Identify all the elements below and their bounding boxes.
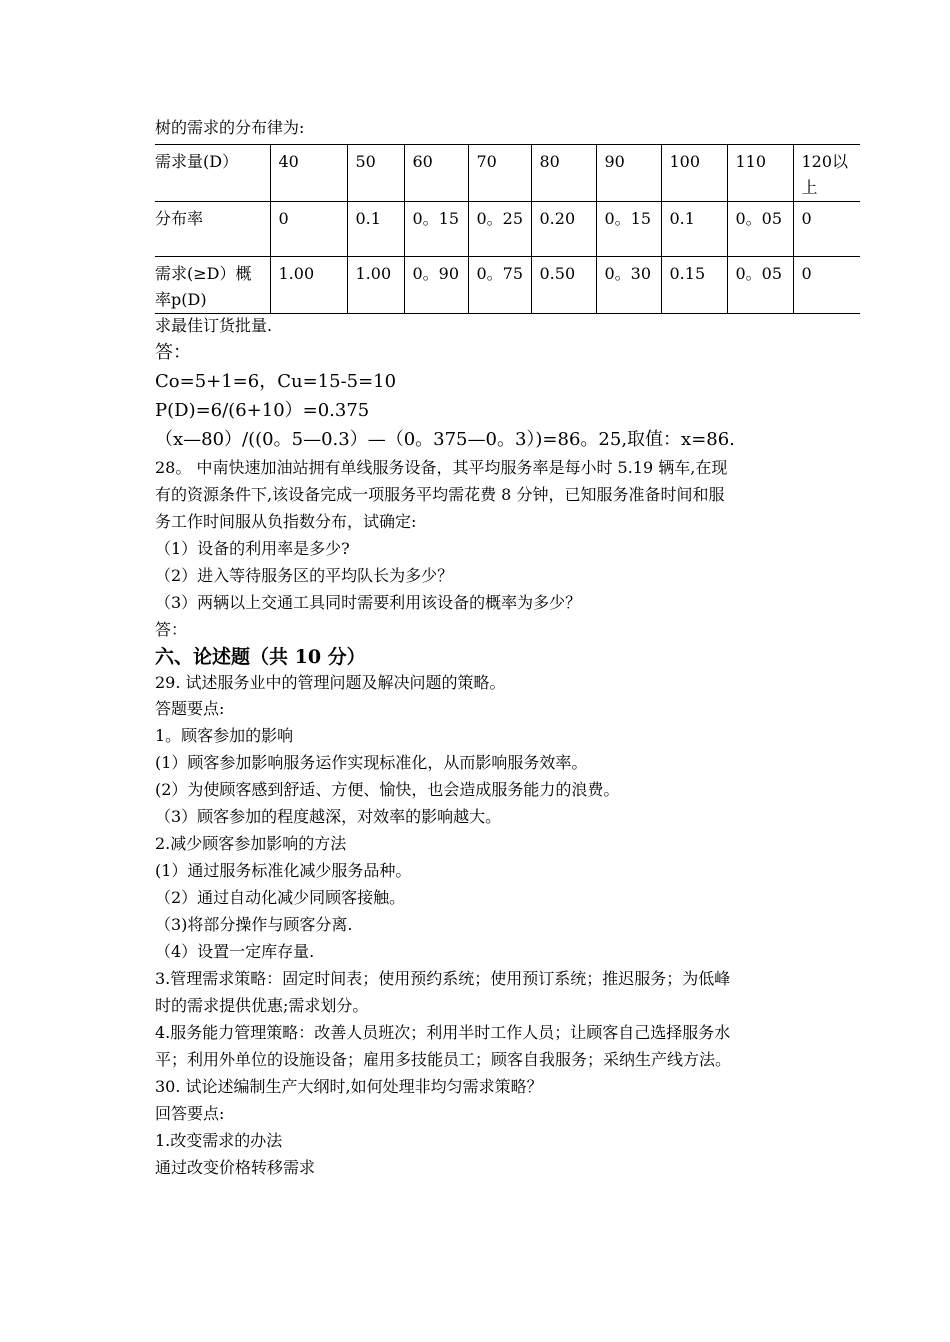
table-cell: 70 — [468, 145, 531, 202]
table-cell: 0。15 — [596, 202, 661, 257]
table-cell: 0 — [270, 202, 347, 257]
table-cell: 0 — [793, 202, 860, 257]
table-cell: 90 — [596, 145, 661, 202]
table-cell: 110 — [727, 145, 793, 202]
table-cell: 0。30 — [596, 257, 661, 314]
table-cell: 0.20 — [531, 202, 596, 257]
text-line: （3）两辆以上交通工具同时需要利用该设备的概率为多少？ — [155, 593, 582, 612]
table-cell: 40 — [270, 145, 347, 202]
text-line: 求最佳订货批量. — [155, 316, 273, 335]
table-row — [155, 202, 860, 257]
text-line: （2）进入等待服务区的平均队长为多少？ — [155, 566, 454, 585]
table-cell: 0。90 — [404, 257, 468, 314]
table-row-label: 需求(≥D）概率p(D) — [155, 257, 270, 314]
table-cell: 0。05 — [727, 202, 793, 257]
table-cell: 0。75 — [468, 257, 531, 314]
table-cell: 60 — [404, 145, 468, 202]
table-cell: 0。15 — [404, 202, 468, 257]
table-cell: 80 — [531, 145, 596, 202]
text-line: 平；利用外单位的设施设备；雇用多技能员工；顾客自我服务；采纳生产线方法。 — [155, 1050, 732, 1069]
text-line: Co=5+1=6，Cu=15-5=10 — [155, 371, 397, 392]
text-line: (2）为使顾客感到舒适、方便、愉快，也会造成服务能力的浪费。 — [155, 780, 620, 799]
table-cell: 50 — [347, 145, 404, 202]
text-line: 30. 试论述编制生产大纲时,如何处理非均匀需求策略？ — [155, 1077, 543, 1096]
table-cell: 0.1 — [347, 202, 404, 257]
document-content — [155, 116, 860, 1181]
text-line: （4）设置一定库存量. — [155, 942, 315, 961]
table-row-label: 需求量(D） — [155, 145, 270, 202]
table-cell: 0 — [793, 257, 860, 314]
text-line: P(D)=6/(6+10）=0.375 — [155, 400, 370, 421]
text-line: （x—80）/((0。5—0.3）—（0。375—0。3）)=86。25,取值：x=86. — [155, 429, 735, 450]
table-row-label: 分布率 — [155, 202, 270, 257]
body-lines — [155, 314, 860, 1181]
text-line: 3.管理需求策略：固定时间表；使用预约系统；使用预订系统；推迟服务；为低峰 — [155, 969, 731, 988]
table-cell: 0.1 — [661, 202, 727, 257]
text-line: （3)将部分操作与顾客分离. — [155, 915, 353, 934]
table-cell: 0.15 — [661, 257, 727, 314]
distribution-table — [155, 144, 860, 314]
text-line: (1）通过服务标准化减少服务品种。 — [155, 861, 412, 880]
text-line: 答题要点: — [155, 699, 225, 718]
table-cell: 1.00 — [347, 257, 404, 314]
text-line: 答： — [155, 342, 191, 363]
table-cell: 0。05 — [727, 257, 793, 314]
text-line: 2.减少顾客参加影响的方法 — [155, 834, 347, 853]
table-cell: 100 — [661, 145, 727, 202]
table-row — [155, 145, 860, 202]
text-line: （1）设备的利用率是多少? — [155, 539, 350, 558]
text-line: 答： — [155, 620, 188, 639]
text-line: (1）顾客参加影响服务运作实现标准化，从而影响服务效率。 — [155, 753, 588, 772]
text-line: 有的资源条件下,该设备完成一项服务平均需花费 8 分钟，已知服务准备时间和服 — [155, 485, 725, 504]
text-line: 1.改变需求的办法 — [155, 1131, 283, 1150]
table-cell: 0。25 — [468, 202, 531, 257]
text-line: 回答要点: — [155, 1104, 225, 1123]
text-line: （3）顾客参加的程度越深，对效率的影响越大。 — [155, 807, 502, 826]
text-line: 29. 试述服务业中的管理问题及解决问题的策略。 — [155, 673, 506, 692]
table-cell: 120以上 — [793, 145, 860, 202]
intro-line: 树的需求的分布律为: — [155, 118, 305, 137]
text-line: 4.服务能力管理策略：改善人员班次；利用半时工作人员；让顾客自己选择服务水 — [155, 1023, 731, 1042]
text-line: （2）通过自动化减少同顾客接触。 — [155, 888, 406, 907]
table-cell: 1.00 — [270, 257, 347, 314]
text-line: 1。顾客参加的影响 — [155, 726, 294, 745]
distribution-table-body — [155, 145, 860, 314]
text-line: 28。 中南快速加油站拥有单线服务设备，其平均服务率是每小时 5.19 辆车,在现 — [155, 458, 728, 477]
table-cell: 0.50 — [531, 257, 596, 314]
text-line: 时的需求提供优惠;需求划分。 — [155, 996, 369, 1015]
text-line: 通过改变价格转移需求 — [155, 1158, 316, 1177]
text-line: 务工作时间服从负指数分布，试确定: — [155, 512, 417, 531]
table-row — [155, 257, 860, 314]
section-heading: 六、论述题（共 10 分） — [155, 646, 366, 668]
